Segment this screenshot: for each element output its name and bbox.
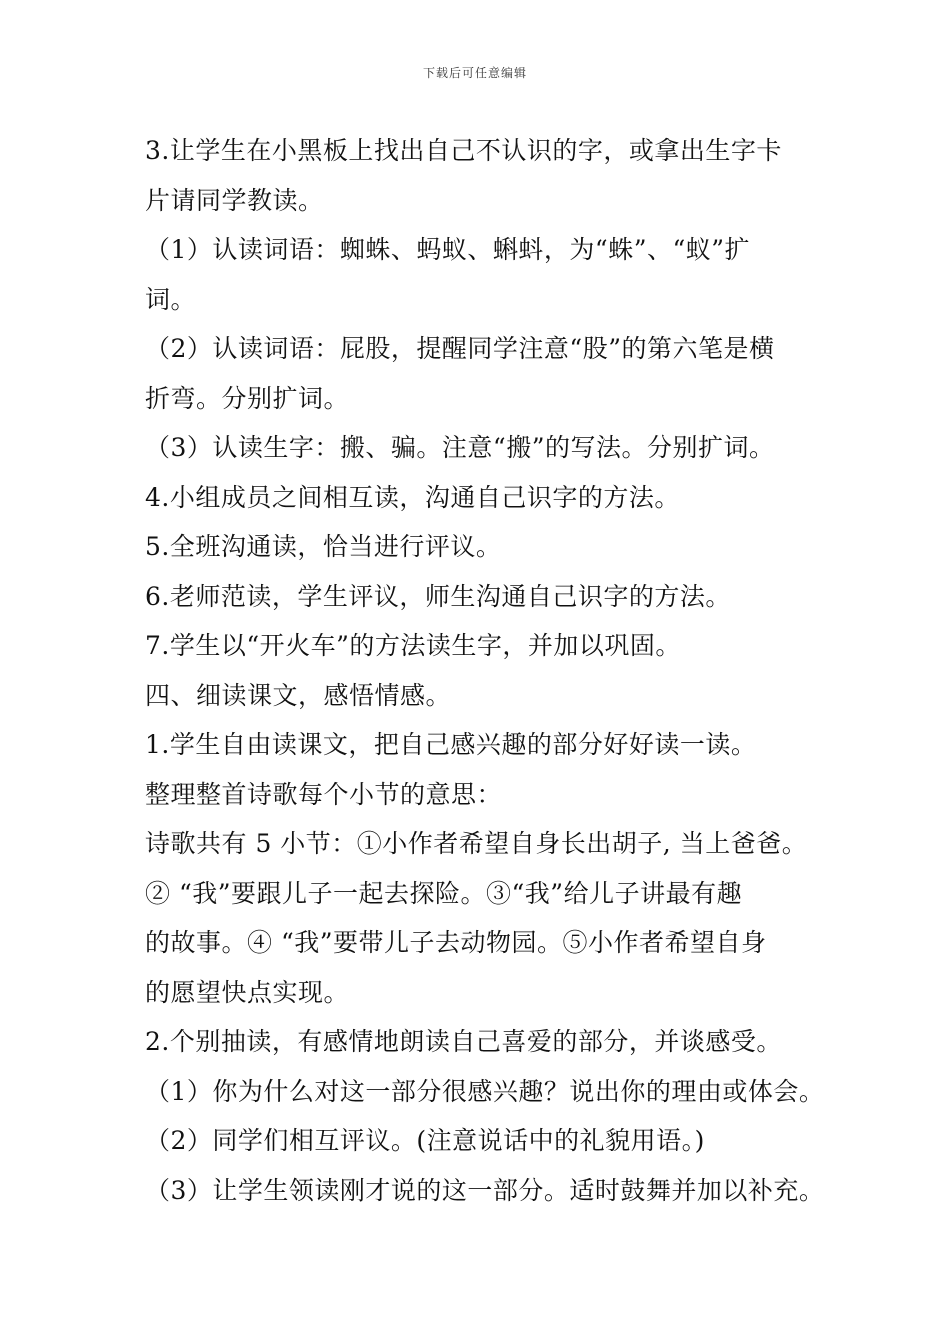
- text-line: 2.个别抽读，有感情地朗读自己喜爱的部分，并谈感受。: [145, 1027, 782, 1056]
- text-line: 片请同学教读。: [145, 185, 324, 215]
- text-line: （2）认读词语：屁股，提醒同学注意“股”的第六笔是横: [145, 334, 775, 363]
- document-body: [145, 126, 825, 1215]
- text-line: 7.学生以“开火车”的方法读生字，并加以巩固。: [145, 631, 681, 660]
- text-line: ② “我”要跟儿子一起去探险。③“我”给儿子讲最有趣: [145, 878, 743, 908]
- text-line: 3.让学生在小黑板上找出自己不认识的字，或拿出生字卡: [145, 136, 782, 165]
- text-line: 词。: [145, 284, 197, 314]
- text-line: 的故事。④ “我”要带儿子去动物园。⑤小作者希望自身: [145, 928, 767, 957]
- text-line: 4.小组成员之间相互读，沟通自己识字的方法。: [145, 482, 680, 512]
- text-line: （2）同学们相互评议。(注意说话中的礼貌用语。): [145, 1126, 705, 1155]
- text-line: 的愿望快点实现。: [145, 977, 350, 1007]
- text-line: （3）认读生字：搬、骗。注意“搬”的写法。分别扩词。: [145, 433, 775, 462]
- section-heading: 四、细读课文，感悟情感。: [145, 680, 452, 710]
- text-line: 折弯。分别扩词。: [145, 383, 350, 413]
- text-line: （3）让学生领读刚才说的这一部分。适时鼓舞并加以补充。: [145, 1175, 825, 1205]
- page-header: 下载后可任意编辑: [422, 66, 527, 80]
- text-line: 6.老师范读，学生评议，师生沟通自己识字的方法。: [145, 581, 731, 611]
- text-line: 诗歌共有 5 小节：①小作者希望自身长出胡子, 当上爸爸。: [145, 829, 808, 858]
- text-line: 5.全班沟通读，恰当进行评议。: [145, 532, 502, 561]
- text-line: 整理整首诗歌每个小节的意思：: [145, 779, 503, 809]
- text-line: 1.学生自由读课文，把自己感兴趣的部分好好读一读。: [145, 730, 757, 759]
- text-line: （1）你为什么对这一部分很感兴趣？说出你的理由或体会。: [145, 1076, 825, 1106]
- text-line: （1）认读词语：蜘蛛、蚂蚁、蝌蚪，为“蛛”、“蚁”扩: [145, 235, 751, 264]
